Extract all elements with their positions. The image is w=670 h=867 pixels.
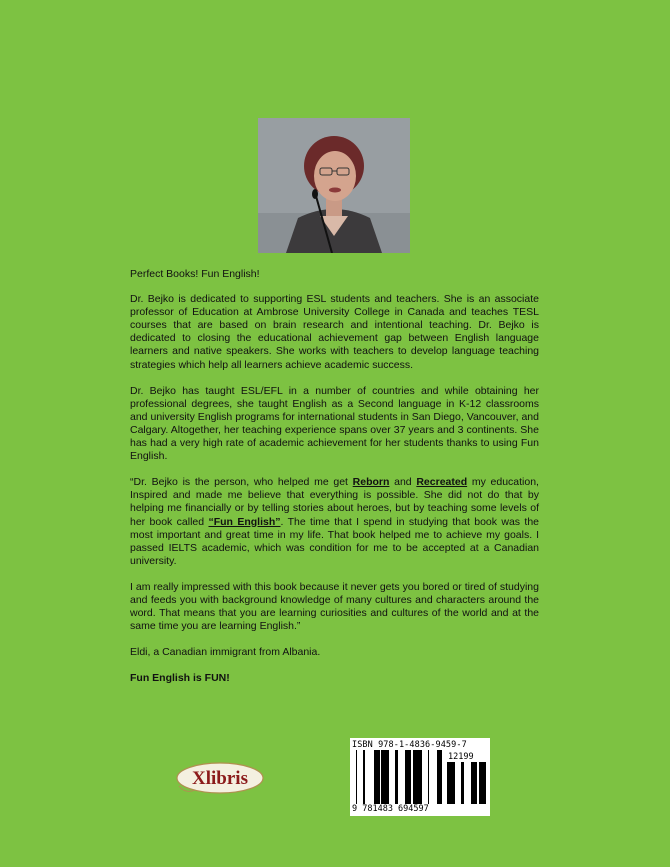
barcode-bar [395,750,398,804]
publisher-name: Xlibris [192,768,248,789]
barcode-bar [482,762,483,804]
barcode-bar [387,750,389,804]
isbn-text: ISBN 978-1-4836-9459-7 [352,740,467,750]
barcode-bar [407,750,410,804]
barcode-digits: 9 781483 694597 [352,804,429,814]
barcode-bar [441,750,442,804]
barcode-bar [405,750,407,804]
bio-paragraph-2: Dr. Bejko has taught ESL/EFL in a number of countries and while obtaining her professional degrees, she taught English as a Second language in K-12 classrooms and university English programs for international students in San Diego, Vancouver, and Calgary. Altogether, her teaching experience spans over 37 years and 3 continents. She has had a very high rate of academic achievement for her students thanks to using Fun English. [130,384,539,463]
quote-keyword-reborn: Reborn [352,476,390,489]
barcode-bar [437,750,440,804]
barcode-bar [452,762,453,804]
barcode-bar [479,762,482,804]
barcode-bar [449,762,452,804]
barcode-bar [453,762,455,804]
barcode-addon [446,762,486,804]
author-photo [258,118,410,253]
barcode-bar [416,750,417,804]
barcode-bar [419,750,422,804]
barcode-bar [413,750,416,804]
barcode-bar [461,762,464,804]
barcode-bar [471,762,473,804]
bio-paragraph-1: Dr. Bejko is dedicated to supporting ESL students and teachers. She is an associate professor of Education at Ambrose University College in Canada and teaches TESL courses that are based on brain research and intentional teaching. Dr. Bejko is dedicated to closing the educational achievement gap between English language learners and native speakers. She works with teachers to develop language teaching strategies which help all learners achieve academic success. [130,293,539,371]
barcode-bar [381,750,383,804]
testimonial-paragraph [130,476,539,568]
barcode-bar [417,750,419,804]
barcode-bar [356,750,357,804]
barcode-bar [410,750,411,804]
barcode-bar [386,750,387,804]
price-code: 12199 [448,752,474,762]
tagline: Fun English is FUN! [130,672,230,685]
quote-keyword-fun-english: “Fun English” [208,515,281,528]
barcode-bar [440,750,441,804]
quote-part-4: . The time that I spend in studying that book was the most important and great time in my life. That book helped me to achieve my goals. I passed IELTS academic, which was condition for me to be accepted at a Canadian university. [130,515,539,567]
quote-part-3: my education, Inspired and made me believe that everything is possible. She did not do that by helping me financially or by telling stories about heroes, but by teaching some levels of her book called [130,476,539,528]
barcode-main [356,750,442,804]
quote-keyword-recreated: Recreated [416,476,468,489]
barcode-bar [473,762,476,804]
quote-part-1: “Dr. Bejko is the person, who helped me get [130,476,353,489]
barcode-bar [363,750,365,804]
barcode-bar [377,750,380,804]
barcode-bar [483,762,485,804]
barcode-bar [374,750,375,804]
xlibris-logo [175,760,265,796]
barcode-bar [485,762,486,804]
intro-line: Perfect Books! Fun English! [130,268,260,280]
barcode-bar [383,750,386,804]
barcode-bar [375,750,377,804]
quote-part-2: and [389,476,417,489]
barcode-bar [447,762,449,804]
author-photo-image [258,118,410,253]
back-cover-text [130,268,539,698]
barcode-bar [476,762,477,804]
attribution: Eldi, a Canadian immigrant from Albania. [130,646,321,659]
barcode-addon-bars [446,762,486,804]
barcode-main-bars [356,750,442,804]
barcode-bar [428,750,429,804]
testimonial-paragraph-2: I am really impressed with this book because it never gets you bored or tired of studying and feeds you with background knowledge of many cultures and characters around the word. That means that you are learning curiosities and cultures of the world and at the same time you are learning English.” [130,580,539,633]
